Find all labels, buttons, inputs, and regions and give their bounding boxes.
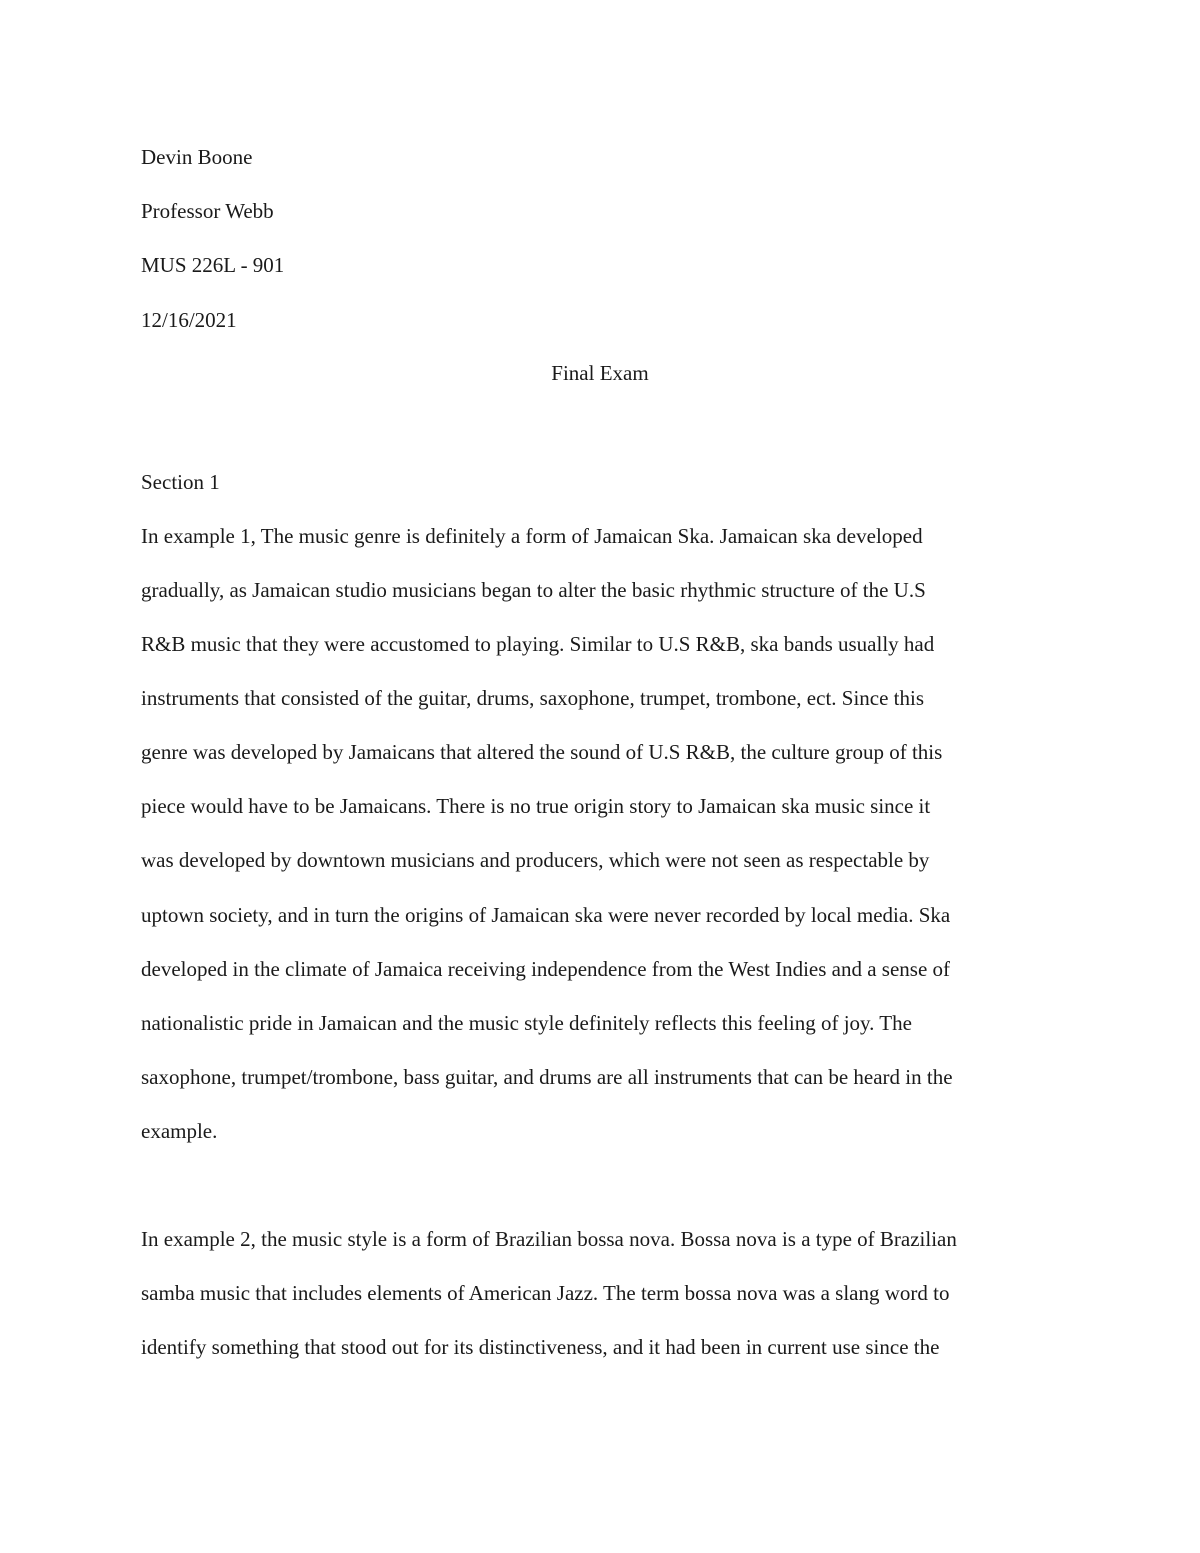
paragraph-line: gradually, as Jamaican studio musicians began to alter the basic rhythmic structure of the U.S — [141, 578, 926, 602]
paragraph-line: In example 2, the music style is a form of Brazilian bossa nova. Bossa nova is a type of Brazilian — [141, 1227, 957, 1251]
paragraph-line: example. — [141, 1119, 218, 1143]
student-name: Devin Boone — [141, 145, 253, 169]
paragraph-line: identify something that stood out for its distinctiveness, and it had been in current use since the — [141, 1335, 940, 1359]
document-date: 12/16/2021 — [141, 308, 237, 332]
paragraph-line: instruments that consisted of the guitar, drums, saxophone, trumpet, trombone, ect. Since this — [141, 686, 925, 710]
section-heading: Section 1 — [141, 470, 220, 494]
paragraph-line: piece would have to be Jamaicans. There is no true origin story to Jamaican ska music since it — [141, 794, 931, 818]
paragraph-line: samba music that includes elements of American Jazz. The term bossa nova was a slang word to — [141, 1281, 950, 1305]
document-title: Final Exam — [551, 361, 649, 385]
professor-name: Professor Webb — [141, 199, 274, 223]
paragraph-line: uptown society, and in turn the origins of Jamaican ska were never recorded by local media. Ska — [141, 903, 951, 927]
paragraph-line: In example 1, The music genre is definitely a form of Jamaican Ska. Jamaican ska developed — [141, 524, 923, 548]
paragraph-line: developed in the climate of Jamaica receiving independence from the West Indies and a sense of — [141, 957, 951, 981]
paragraph-line: R&B music that they were accustomed to playing. Similar to U.S R&B, ska bands usually had — [141, 632, 935, 656]
paragraph-line: was developed by downtown musicians and producers, which were not seen as respectable by — [141, 848, 930, 872]
paragraph-line: nationalistic pride in Jamaican and the music style definitely reflects this feeling of joy. The — [141, 1011, 912, 1035]
paragraph-line: saxophone, trumpet/trombone, bass guitar, and drums are all instruments that can be heard in the — [141, 1065, 953, 1089]
paragraph-line: genre was developed by Jamaicans that altered the sound of U.S R&B, the culture group of this — [141, 740, 943, 764]
course-code: MUS 226L - 901 — [141, 253, 285, 277]
